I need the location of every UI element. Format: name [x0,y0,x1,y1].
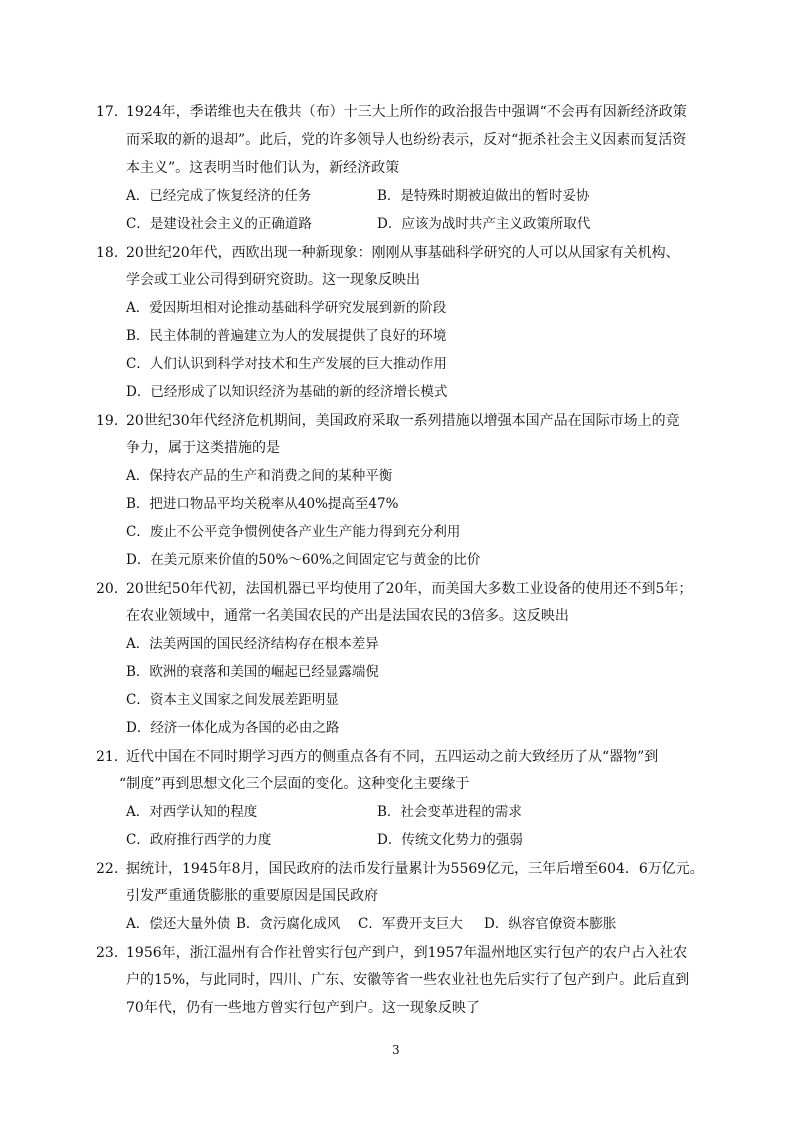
question-number: 19. [96,413,119,429]
option-b: B．贪污腐化成风 [236,916,341,932]
option-b: B．是特殊时期被迫做出的暂时妥协 [377,188,590,204]
question-stem-line: 近代中国在不同时期学习西方的侧重点各有不同，五四运动之前大致经历了从“器物”到 [126,749,659,765]
question-stem-line: 而采取的新的退却”。此后，党的许多领导人也纷纷表示，反对“扼杀社会主义因素而复活资 [126,132,687,148]
option-d: D．纵容官僚资本膨胀 [484,916,617,932]
page-number: 3 [392,1043,400,1057]
question-number: 17. [96,104,119,120]
option-c: C．军费开支巨大 [358,916,463,932]
question-stem-line: “制度”再到思想文化三个层面的变化。这种变化主要缘于 [119,776,470,792]
option-b: B．民主体制的普遍建立为人的发展提供了良好的环境 [126,328,447,344]
option-c: C．人们认识到科学对技术和生产发展的巨大推动作用 [126,356,447,372]
question-number: 22. [96,861,119,877]
option-a: A．法美两国的国民经济结构存在根本差异 [126,636,379,652]
option-a: A．保持农产品的生产和消费之间的某种平衡 [126,468,393,484]
question-number: 20. [96,581,119,597]
option-a: A．已经完成了恢复经济的任务 [126,188,312,204]
question-stem-line: 70年代，仍有一些地方曾实行包产到户。这一现象反映了 [126,1000,480,1016]
question-stem-line: 争力，属于这类措施的是 [126,440,280,456]
option-b: B．欧洲的衰落和美国的崛起已经显露端倪 [126,664,379,680]
option-d: D．经济一体化成为各国的必由之路 [126,720,340,736]
question-stem-line: 户的15%，与此同时，四川、广东、安徽等省一些农业社也先后实行了包产到户。此后直到 [126,972,690,988]
option-b: B．社会变革进程的需求 [377,804,522,820]
question-stem-line: 引发严重通货膨胀的重要原因是国民政府 [126,888,378,904]
option-a: A．偿还大量外债 [126,916,231,932]
question-stem-line: 20世纪20年代，西欧出现一种新现象：刚刚从事基础科学研究的人可以从国家有关机构、 [126,245,680,261]
question-stem-line: 据统计，1945年8月，国民政府的法币发行量累计为5569亿元，三年后增至604．6万亿元。 [126,861,704,877]
option-a: A．对西学认知的程度 [126,804,258,820]
question-stem-line: 1924年，季诺维也夫在俄共（布）十三大上所作的政治报告中强调“不会再有因新经济政策 [126,104,687,120]
question-number: 21. [96,749,119,765]
question-stem-line: 20世纪50年代初，法国机器已平均使用了20年，而美国大多数工业设备的使用还不到5年； [126,581,693,597]
option-b: B．把进口物品平均关税率从40%提高至47% [126,496,399,512]
option-d: D．应该为战时共产主义政策所取代 [377,216,591,232]
option-c: C．政府推行西学的力度 [126,832,272,848]
option-d: D．已经形成了以知识经济为基础的新的经济增长模式 [126,384,448,400]
option-c: C．废止不公平竞争惯例使各产业生产能力得到充分利用 [126,524,461,540]
question-stem-line: 学会或工业公司得到研究资助。这一现象反映出 [126,272,420,288]
option-a: A．爱因斯坦相对论推动基础科学研究发展到新的阶段 [126,300,447,316]
question-stem-line: 在农业领域中，通常一名美国农民的产出是法国农民的3倍多。这反映出 [126,608,569,624]
option-c: C．是建设社会主义的正确道路 [126,216,312,232]
question-number: 23. [96,945,119,961]
option-c: C．资本主义国家之间发展差距明显 [126,692,339,708]
option-d: D．在美元原来价值的50%～60%之间固定它与黄金的比价 [126,552,481,568]
question-stem-line: 20世纪30年代经济危机期间，美国政府采取一系列措施以增强本国产品在国际市场上的竞 [126,413,680,429]
question-stem-line: 本主义”。这表明当时他们认为，新经济政策 [126,160,400,176]
option-d: D．传统文化势力的强弱 [377,832,523,848]
question-stem-line: 1956年，浙江温州有合作社曾实行包产到户，到1957年温州地区实行包产的农户占入社农 [126,945,688,961]
question-number: 18. [96,245,119,261]
